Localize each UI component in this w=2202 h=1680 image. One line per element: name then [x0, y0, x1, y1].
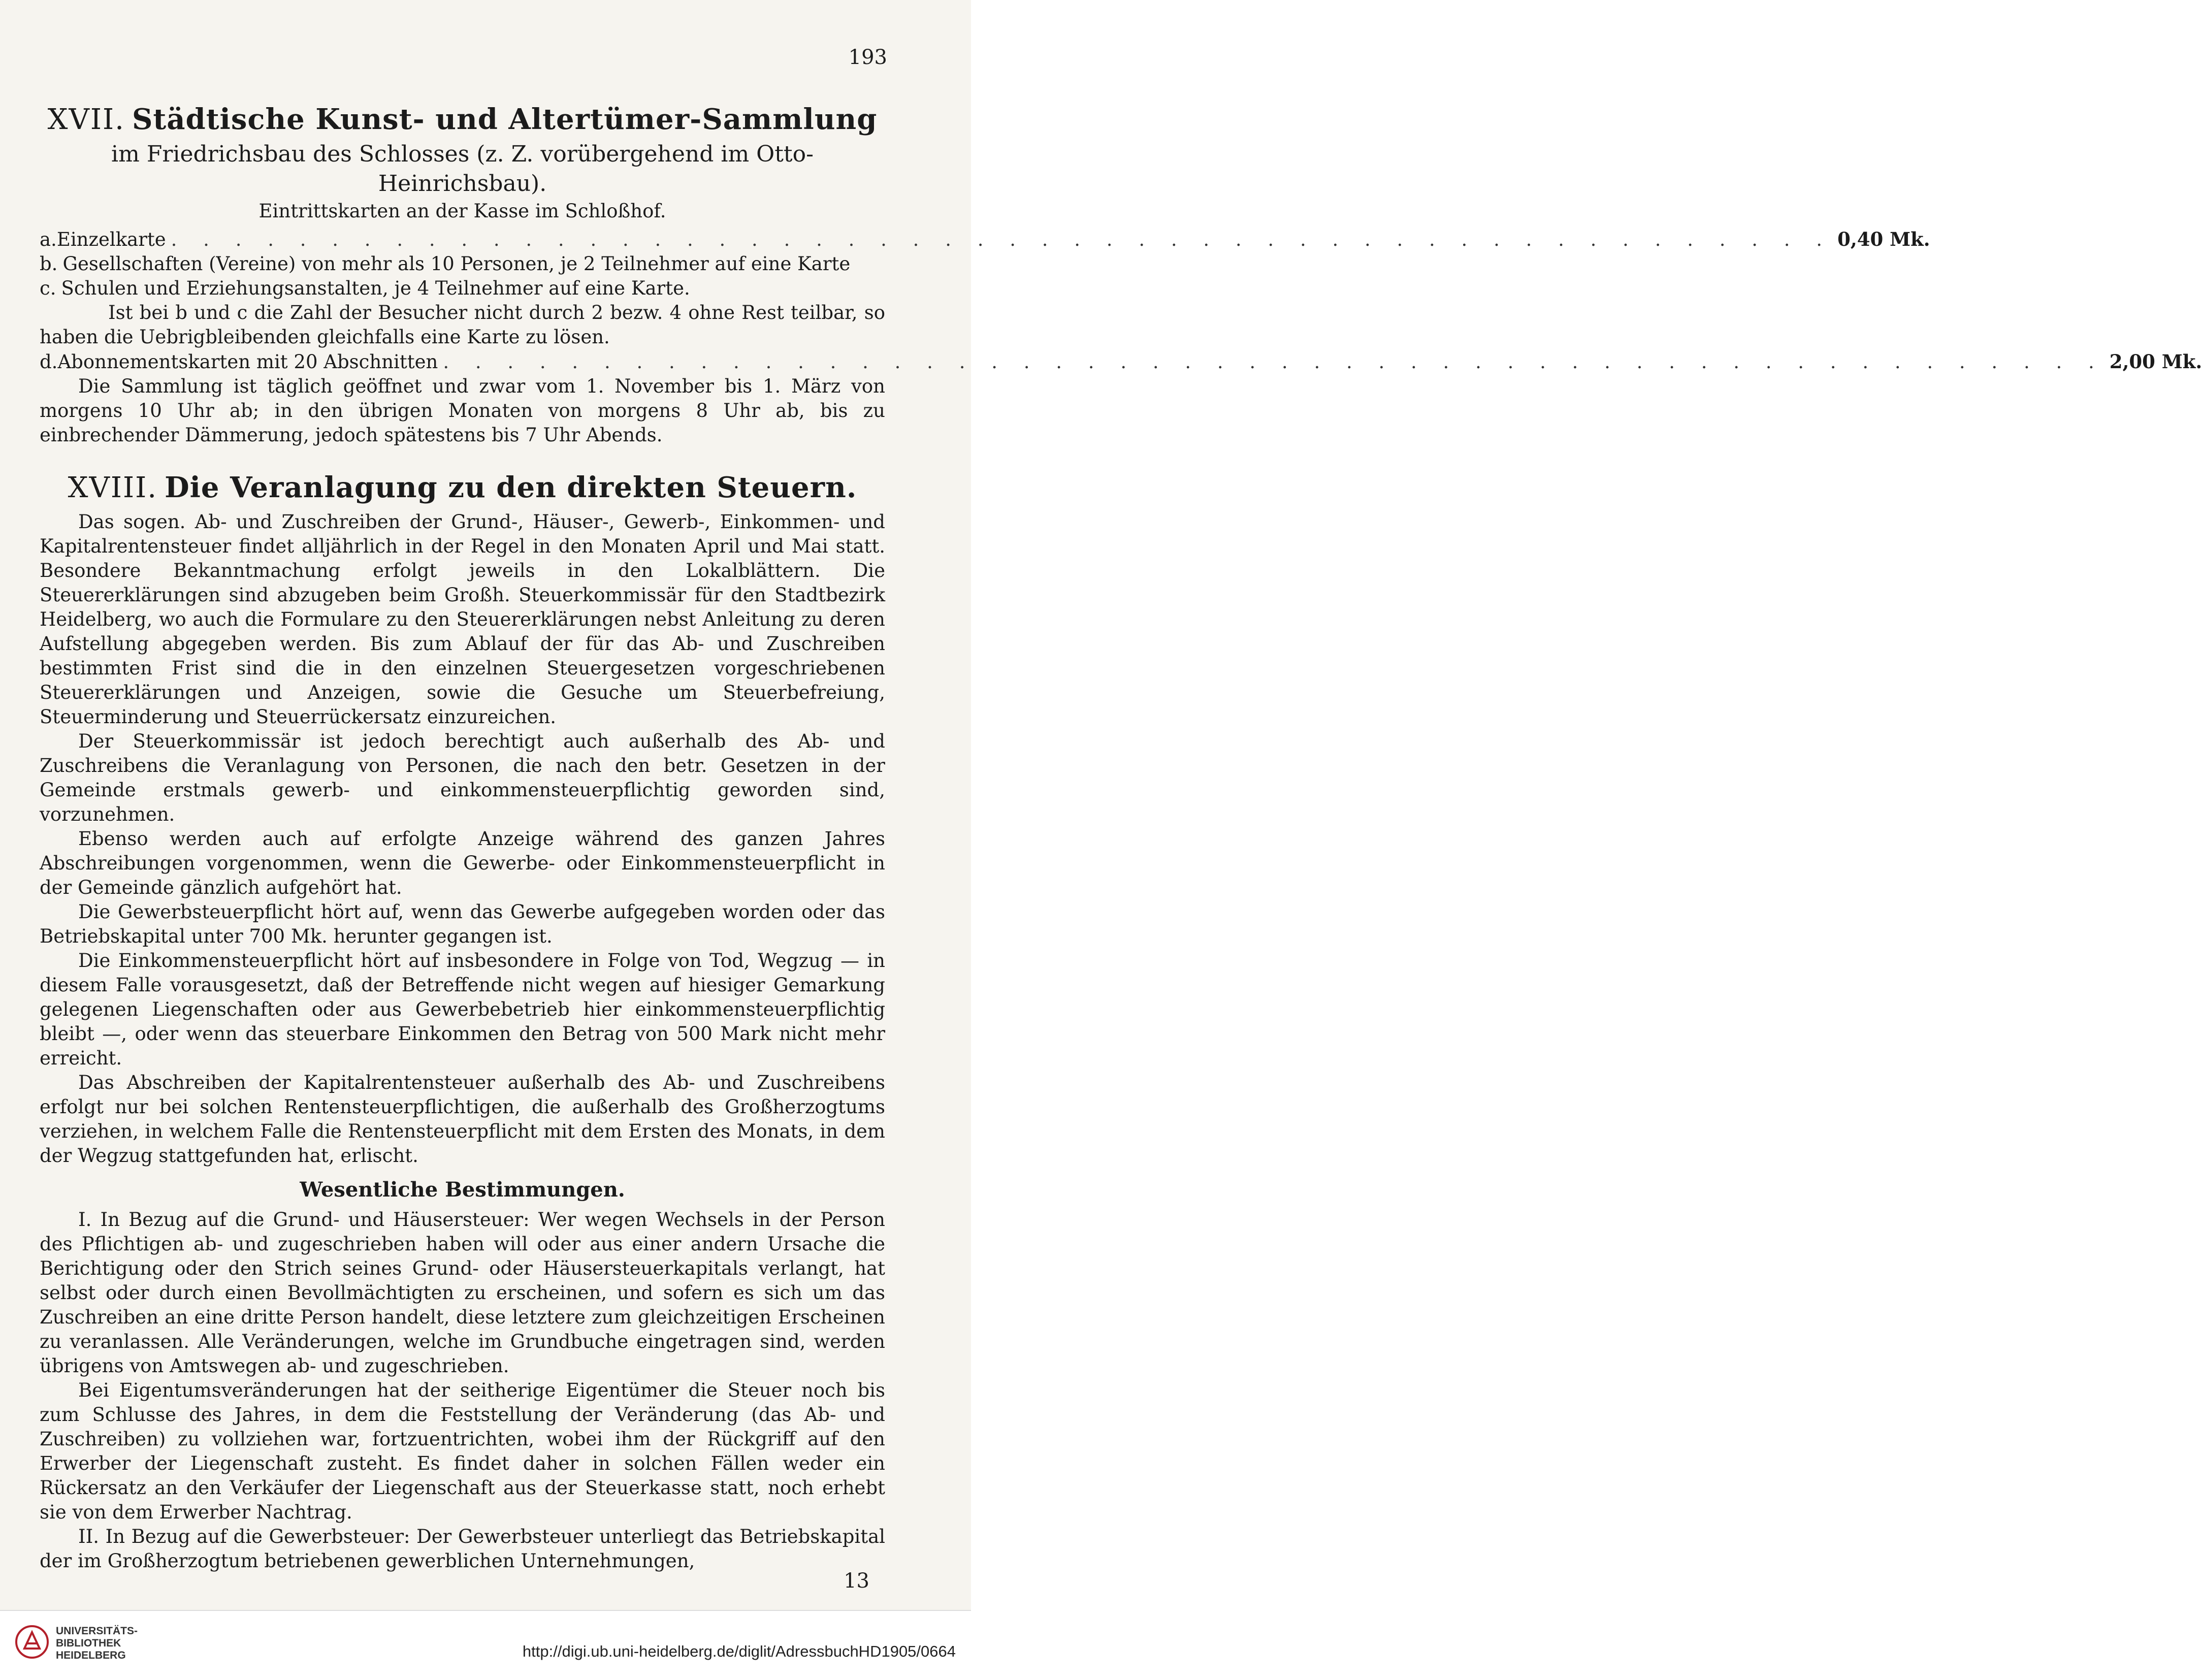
- paragraph: Die Einkommensteuerpflicht hört auf insbesondere in Folge von Tod, Wegzug — in diesem Falle vorausgesetzt, daß der Betreffende nicht wegen auf hiesiger Gemarkung gelegenen Liegenschaften oder aus Gewerbebetrieb hier einkommensteuerpflichtig bleibt —, oder wenn das steuerbare Einkommen den Betrag von 500 Mark nicht mehr erreicht.: [40, 950, 885, 1069]
- price-row-a-label: a.Einzelkarte: [40, 229, 166, 250]
- provisions-heading: Wesentliche Bestimmungen.: [300, 1178, 625, 1202]
- price-row-c-note: Ist bei b und c die Zahl der Besucher nicht durch 2 bezw. 4 ohne Rest teilbar, so haben die Uebrigbleibenden gleichfalls eine Karte zu lösen.: [40, 302, 885, 348]
- opening-hours: Die Sammlung ist täglich geöffnet und zwar vom 1. November bis 1. März von morgens 10 Uhr ab; in den übrigen Monaten von morgens 8 Uhr ab, bis zu einbrechender Dämmerung, jedoch spätestens bis 7 Uhr Abends.: [40, 375, 885, 446]
- price-row-c: c. Schulen und Erziehungsanstalten, je 4 Teilnehmer auf eine Karte.: [40, 277, 690, 299]
- section-xvii-numeral: XVII.: [47, 103, 125, 136]
- provision-paragraph: Bei Eigentumsveränderungen hat der seitherige Eigentümer die Steuer noch bis zum Schlusse des Jahres, in dem die Feststellung der Veränderung (das Ab- und Zuschreiben) zu vollziehen war, fortzuentrichten, wobei ihm der Rückgriff auf den Erwerber der Liegenschaft zusteht. Es findet daher in solchen Fällen weder ein Rückersatz an den Verkäufer der Liegenschaft aus der Steuerkasse statt, noch erhebt sie von dem Erwerber Nachtrag.: [40, 1379, 885, 1523]
- library-name-line: BIBLIOTHEK: [56, 1637, 121, 1649]
- section-xvii-title: Städtische Kunst- und Altertümer-Sammlung: [132, 103, 878, 136]
- section-xviii-numeral: XVIII.: [68, 471, 158, 504]
- paragraph: Die Gewerbsteuerpflicht hört auf, wenn das Gewerbe aufgegeben worden oder das Betriebskapital unter 700 Mk. herunter gegangen ist.: [40, 901, 885, 947]
- dot-leader: . . . . . . . . . . . . . . . . . . . . . . . . . . . . . . . . . . . . . . . . . . . . . . . . . . . .: [171, 229, 1833, 250]
- paragraph: Der Steuerkommissär ist jedoch berechtigt auch außerhalb des Ab- und Zuschreibens die Veranlagung von Personen, die nach den betr. Gesetzen in der Gemeinde erstmals gewerb- und einkommensteuerpflichtig geworden sind, vorzunehmen.: [40, 730, 885, 825]
- section-xvii-heading: [40, 102, 885, 138]
- section-xvii-subtitle: im Friedrichsbau des Schlosses (z. Z. vorübergehend im Otto-Heinrichsbau).: [111, 141, 814, 197]
- paragraph: Das sogen. Ab- und Zuschreiben der Grund-, Häuser-, Gewerb-, Einkommen- und Kapitalrentensteuer findet alljährlich in der Regel in den Monaten April und Mai statt. Besondere Bekanntmachung erfolgt jeweils in den Lokalblättern. Die Steuererklärungen sind abzugeben beim Großh. Steuerkommissär für den Stadtbezirk Heidelberg, wo auch die Formulare zu den Steuererklärungen nebst Anleitung zu deren Aufstellung abgegeben werden. Bis zum Ablauf der für das Ab- und Zuschreiben bestimmten Frist sind die in den einzelnen Steuergesetzen vorgeschriebenen Steuererklärungen und Anzeigen, sowie die Gesuche um Steuerbefreiung, Steuerminderung und Steuerrückersatz einzureichen.: [40, 511, 885, 728]
- price-row-d-value: 2,00 Mk.: [2109, 350, 2202, 373]
- library-name-line: UNIVERSITÄTS-: [56, 1625, 138, 1637]
- section-xviii-heading: [40, 470, 885, 506]
- dot-leader: . . . . . . . . . . . . . . . . . . . . . . . . . . . . . . . . . . . . . . . . . . . . . . . . . . . .: [443, 351, 2104, 373]
- paragraph: Das Abschreiben der Kapitalrentensteuer außerhalb des Ab- und Zuschreibens erfolgt nur bei solchen Rentensteuerpflichtigen, die außerhalb des Großherzogtums verziehen, in welchem Falle die Rentensteuerpflicht mit dem Ersten des Monats, in dem der Wegzug stattgefunden hat, erlischt.: [40, 1072, 885, 1167]
- price-row-d: [40, 349, 2202, 374]
- paragraph: Ebenso werden auch auf erfolgte Anzeige während des ganzen Jahres Abschreibungen vorgenommen, wenn die Gewerbe- oder Einkommensteuerpflicht in der Gemeinde gänzlich aufgehört hat.: [40, 828, 885, 898]
- library-logo-icon: [14, 1624, 50, 1660]
- library-name: [56, 1625, 138, 1662]
- footer-bar: [0, 1610, 971, 1680]
- page-number: 193: [848, 46, 887, 69]
- price-row-a-value: 0,40 Mk.: [1837, 228, 1930, 250]
- price-row-d-label: d.Abonnementskarten mit 20 Abschnitten: [40, 351, 438, 373]
- provision-paragraph: I. In Bezug auf die Grund- und Häusersteuer: Wer wegen Wechsels in der Person des Pflichtigen ab- und zugeschrieben haben will oder aus einer andern Ursache die Berichtigung oder den Strich seines Grund- oder Häusersteuerkapitals verlangt, hat selbst oder durch einen Bevollmächtigten zu erscheinen, und sofern es sich um das Zuschreiben an eine dritte Person handelt, diese letztere zum gleichzeitigen Erscheinen zu veranlassen. Alle Veränderungen, welche im Grundbuche eingetragen sind, werden übrigens von Amtswegen ab- und zugeschrieben.: [40, 1209, 885, 1377]
- ticket-note: Eintrittskarten an der Kasse im Schloßhof.: [258, 200, 666, 222]
- source-url-link[interactable]: http://digi.ub.uni-heidelberg.de/diglit/AdressbuchHD1905/0664: [522, 1642, 956, 1660]
- signature-mark: 13: [844, 1569, 869, 1593]
- price-row-b: b. Gesellschaften (Vereine) von mehr als 10 Personen, je 2 Teilnehmer auf eine Karte: [40, 253, 851, 275]
- provision-paragraph: II. In Bezug auf die Gewerbsteuer: Der Gewerbsteuer unterliegt das Betriebskapital der im Großherzogtum betriebenen gewerblichen Unternehmungen,: [40, 1526, 885, 1572]
- price-row-a: [40, 227, 1930, 252]
- section-xviii-title: Die Veranlagung zu den direkten Steuern.: [165, 471, 857, 504]
- library-name-line: HEIDELBERG: [56, 1650, 126, 1661]
- page-content: [40, 102, 2202, 1573]
